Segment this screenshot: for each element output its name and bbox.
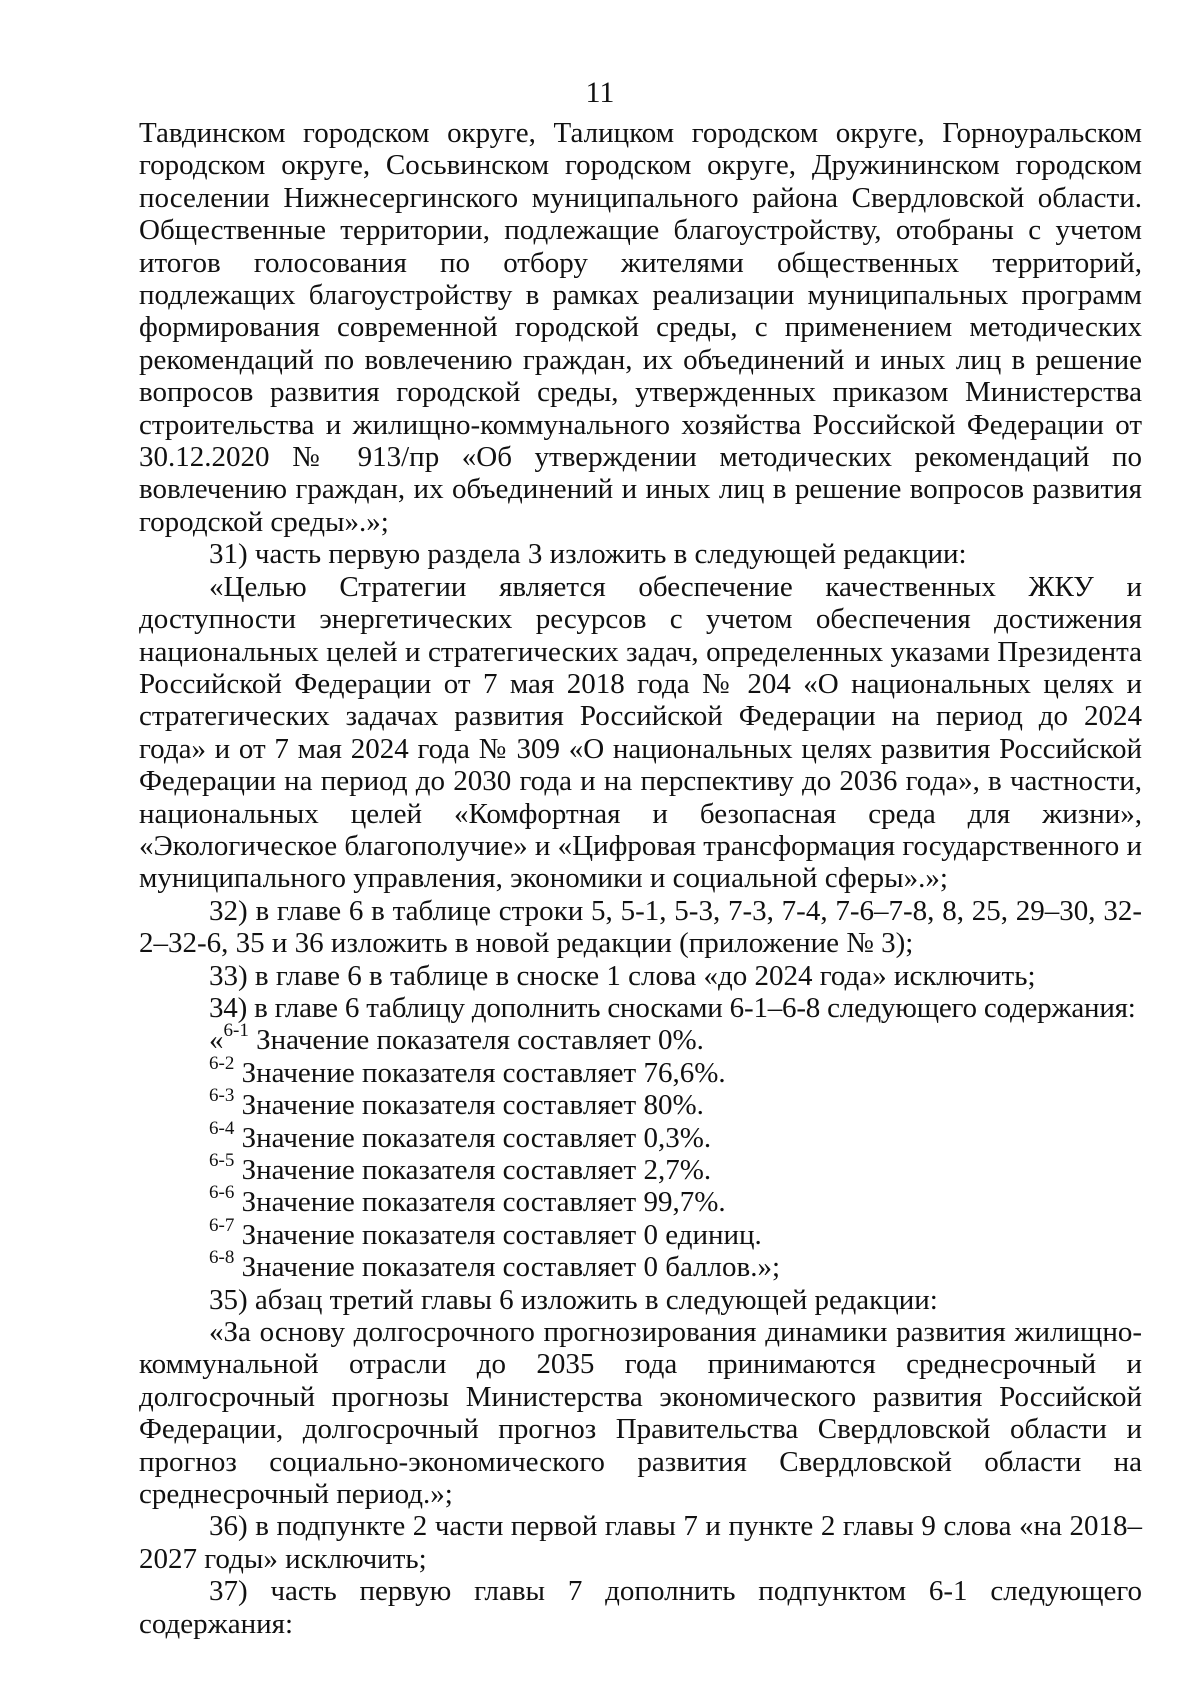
footnote-mark: 6-7 bbox=[209, 1214, 235, 1236]
footnote-6-5 bbox=[139, 1150, 1142, 1186]
paragraph-item-35: 35) абзац третий главы 6 изложить в следующей редакции: bbox=[209, 1283, 938, 1316]
paragraph-item-33: 33) в главе 6 в таблице в сноске 1 слова «до 2024 года» исключить; bbox=[209, 959, 1036, 992]
document-body bbox=[139, 117, 1142, 1640]
paragraph-continuation: Тавдинском городском округе, Талицком городском округе, Горноуральском городском округе, Сосьвинском городском округе, Дружининском городском поселении Нижнесергинского муниципального района Свердловской области. Общественные территории, подлежащие благоустройству, отобраны с учетом итогов голосования по отбору жителями общественных территорий, подлежащих благоустройству в рамках реализации муниципальных программ формирования современной городской среды, с применением методических рекомендаций по вовлечению граждан, их объединений и иных лиц в решение вопросов развития городской среды, утвержденных приказом Министерства строительства и жилищно-коммунального хозяйства Российской Федерации от 30.12.2020 № 913/пр «Об утверждении методических рекомендаций по вовлечению граждан, их объединений и иных лиц в решение вопросов развития городской среды».»; bbox=[139, 117, 1142, 538]
footnote-text: Значение показателя составляет 0,3%. bbox=[234, 1121, 712, 1154]
footnote-6-6 bbox=[139, 1182, 1142, 1219]
footnote-text: Значение показателя составляет 99,7%. bbox=[234, 1186, 726, 1219]
footnote-mark: 6-3 bbox=[209, 1085, 235, 1107]
footnote-6-4 bbox=[139, 1117, 1142, 1154]
footnote-text: Значение показателя составляет 76,6%. bbox=[234, 1056, 726, 1089]
paragraph-item-37: 37) часть первую главы 7 дополнить подпунктом 6-1 следующего содержания: bbox=[139, 1575, 1142, 1640]
footnote-6-3 bbox=[139, 1085, 1142, 1122]
paragraph-item-31-quote: «Целью Стратегии является обеспечение качественных ЖКУ и доступности энергетических ресурсов с учетом обеспечения достижения национальных целей и стратегических задач, определенных указами Президента Российской Федерации от 7 мая 2018 года № 204 «О национальных целях и стратегических задачах развития Российской Федерации на период до 2024 года» и от 7 мая 2024 года № 309 «О национальных целях развития Российской Федерации на период до 2030 года и на перспективу до 2036 года», в частности, национальных целей «Комфортная и безопасная среда для жизни», «Экологическое благополучие» и «Цифровая трансформация государственного и муниципального управления, экономики и социальной сферы».»; bbox=[139, 570, 1142, 895]
paragraph-item-31: 31) часть первую раздела 3 изложить в следующей редакции: bbox=[209, 538, 967, 571]
footnote-6-1 bbox=[139, 1020, 1142, 1057]
footnote-mark: 6-5 bbox=[209, 1150, 235, 1171]
footnote-mark: 6-4 bbox=[209, 1117, 235, 1139]
footnote-text: Значение показателя составляет 2,7%. bbox=[234, 1154, 712, 1186]
footnote-mark: 6-8 bbox=[209, 1247, 235, 1269]
footnote-mark: 6-2 bbox=[209, 1052, 235, 1074]
footnote-text: Значение показателя составляет 0 баллов.»; bbox=[234, 1251, 781, 1284]
footnote-text: Значение показателя составляет 80%. bbox=[234, 1089, 704, 1122]
page-number: 11 bbox=[585, 76, 615, 109]
footnote-text: Значение показателя составляет 0%. bbox=[248, 1024, 704, 1057]
footnote-text: Значение показателя составляет 0 единиц. bbox=[234, 1218, 762, 1251]
footnote-6-2 bbox=[139, 1052, 1142, 1089]
footnote-mark: 6-6 bbox=[209, 1182, 235, 1204]
footnote-6-7 bbox=[139, 1214, 1142, 1251]
paragraph-item-35-quote: «За основу долгосрочного прогнозирования динамики развития жилищно-коммунальной отрасли до 2035 года принимаются среднесрочный и долгосрочный прогнозы Министерства экономического развития Российской Федерации, долгосрочный прогноз Правительства Свердловской области и прогноз социально-экономического развития Свердловской области на среднесрочный период.»; bbox=[139, 1316, 1142, 1511]
paragraph-item-32: 32) в главе 6 в таблице строки 5, 5-1, 5-3, 7-3, 7-4, 7-6–7-8, 8, 25, 29–30, 32-2–32-6, 35 и 36 изложить в новой редакции (приложение № 3); bbox=[139, 894, 1142, 960]
footnote-6-8 bbox=[139, 1247, 1142, 1284]
footnote-open-quote: « bbox=[209, 1024, 224, 1057]
footnote-mark: 6-1 bbox=[223, 1020, 249, 1042]
paragraph-item-36: 36) в подпункте 2 части первой главы 7 и пункте 2 главы 9 слова «на 2018–2027 годы» исключить; bbox=[139, 1510, 1142, 1575]
paragraph-item-34: 34) в главе 6 таблицу дополнить сносками 6-1–6-8 следующего содержания: bbox=[209, 991, 1136, 1024]
